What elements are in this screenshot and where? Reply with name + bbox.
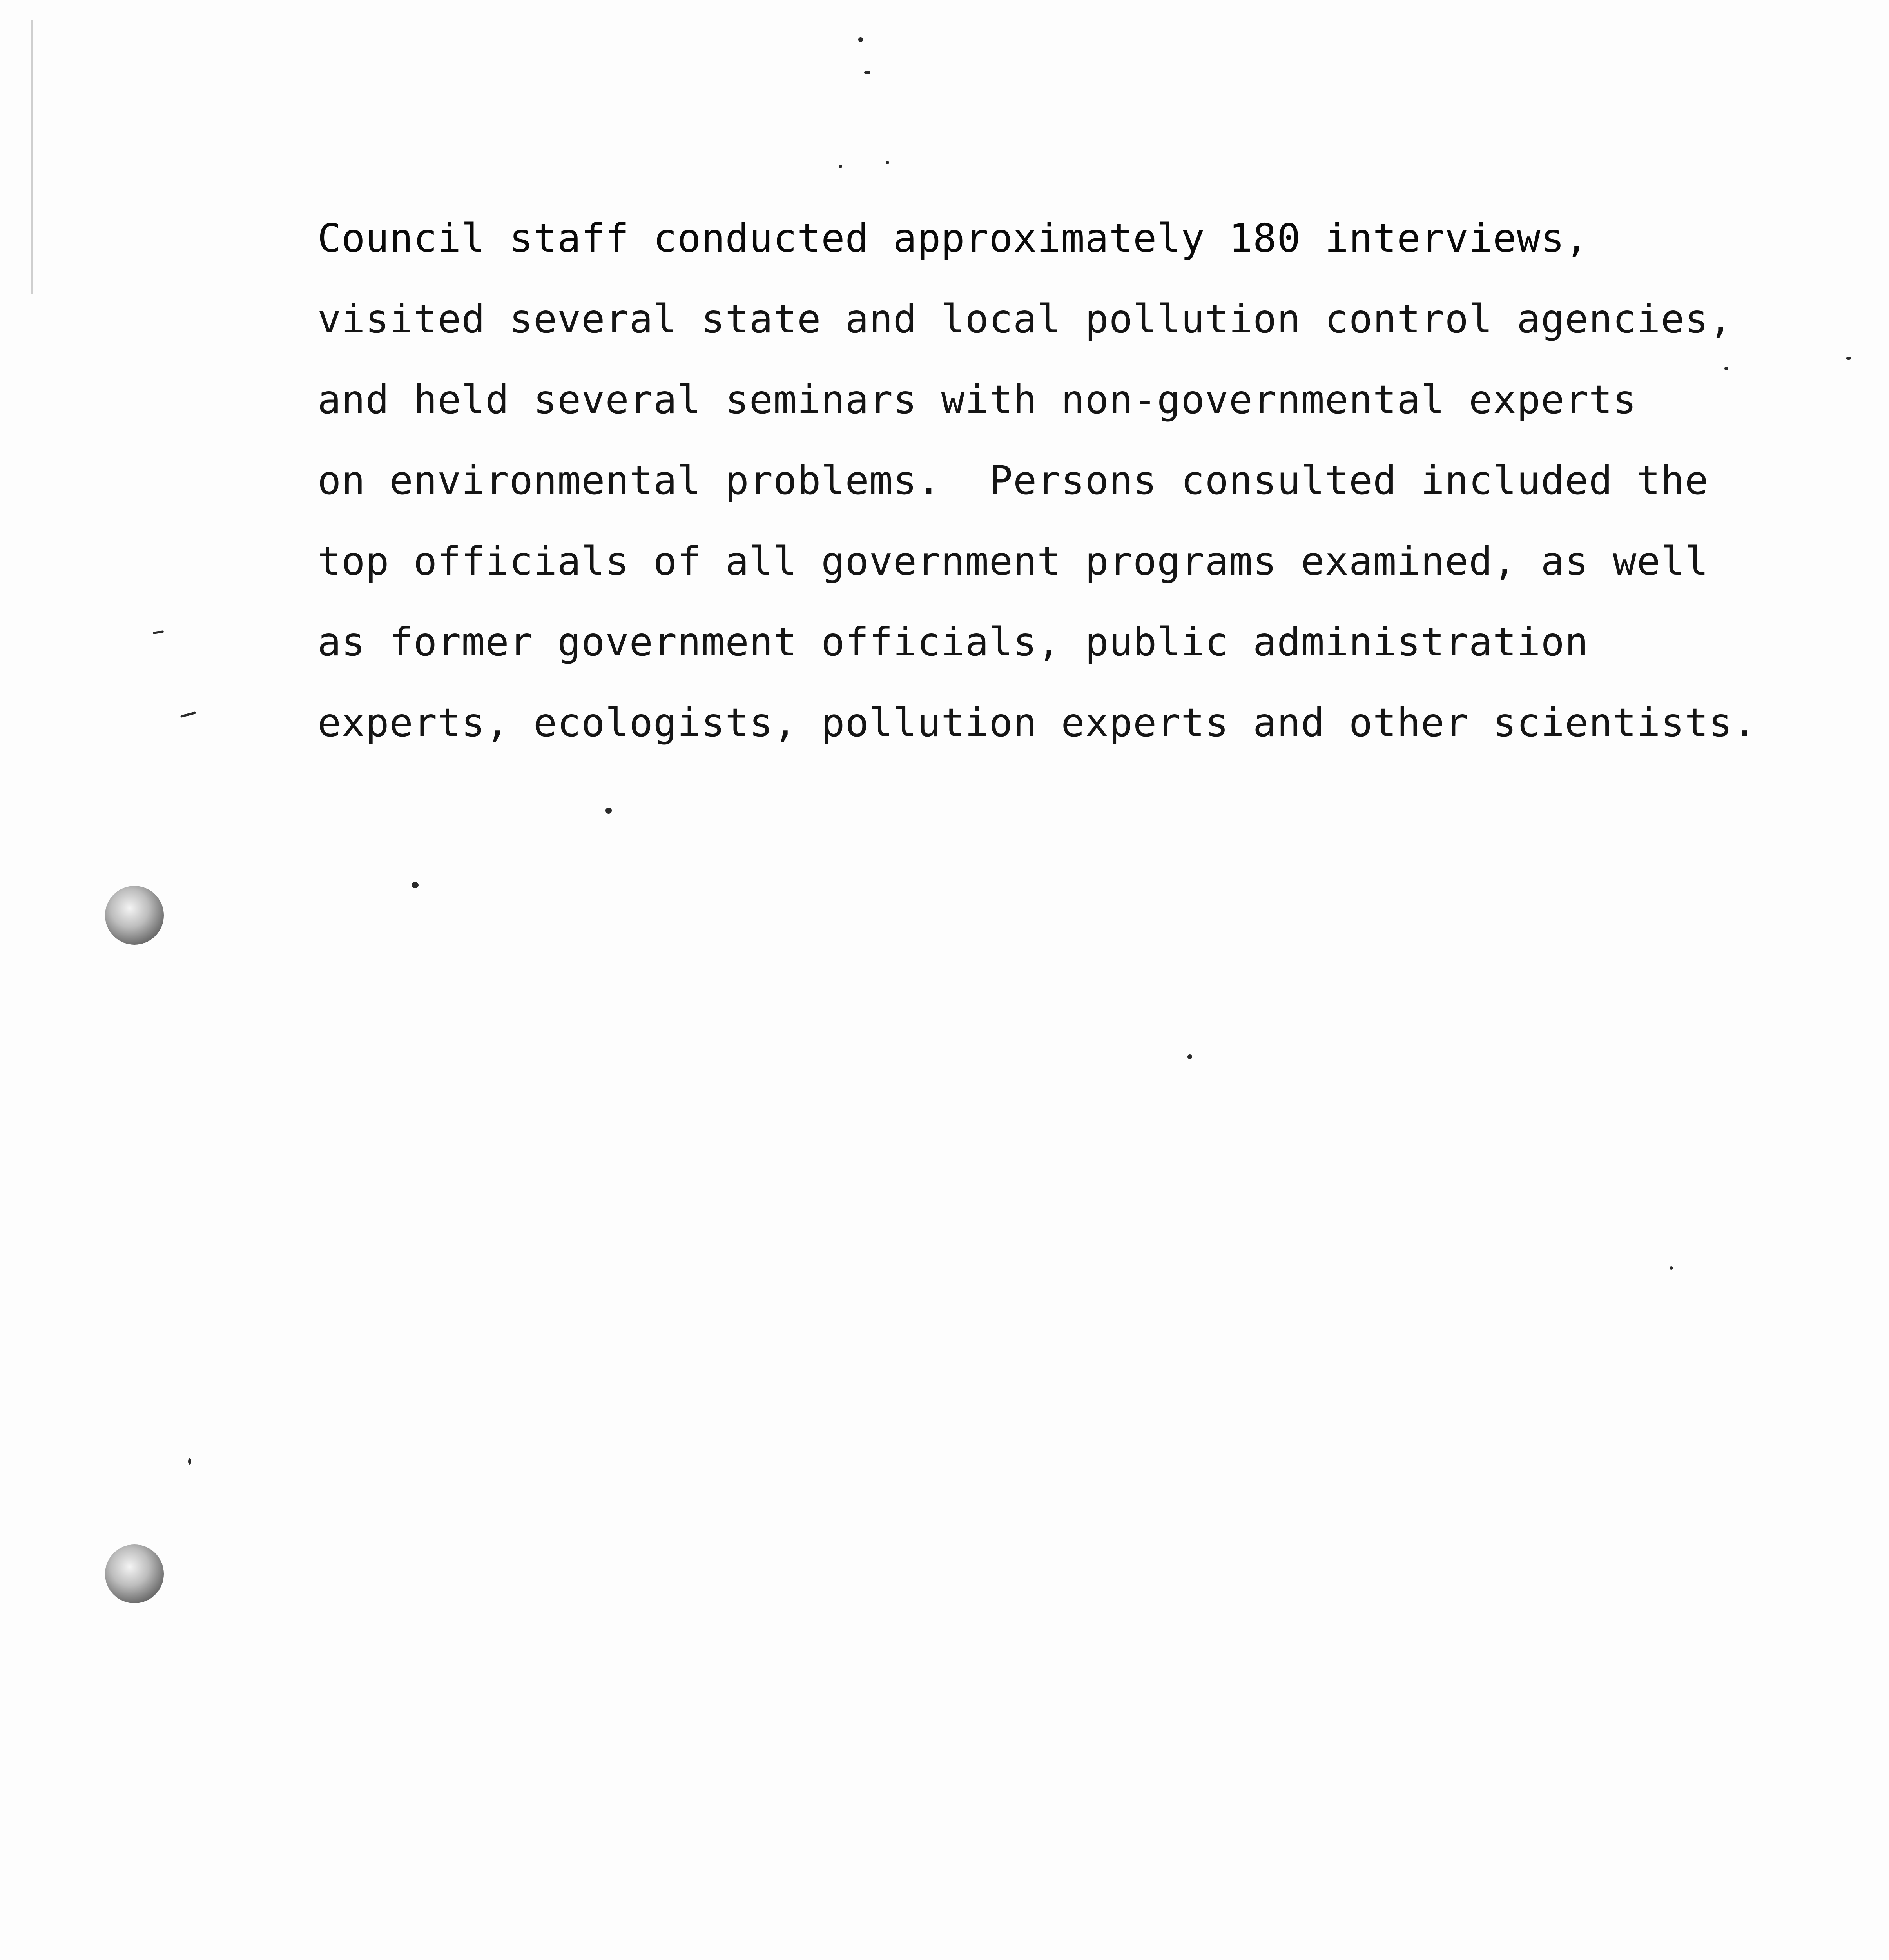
paragraph-line-3: and held several seminars with non-governmental experts (317, 377, 1637, 423)
scan-speck (605, 808, 612, 814)
scan-speck (1187, 1054, 1192, 1059)
scan-speck (1670, 1266, 1673, 1270)
page-left-edge-mark (31, 20, 33, 294)
paragraph-line-1: Council staff conducted approximately 180 interviews, (317, 215, 1589, 261)
punch-hole-upper (105, 886, 164, 945)
scan-speck (864, 71, 870, 74)
body-paragraph (317, 198, 1768, 763)
paragraph-line-7: experts, ecologists, pollution experts and other scientists. (317, 700, 1757, 746)
paragraph-line-6: as former government officials, public administration (317, 619, 1589, 665)
scan-speck (153, 630, 164, 634)
scan-speck (858, 37, 863, 42)
scan-speck (180, 711, 196, 718)
scan-speck (412, 882, 419, 888)
scan-speck (886, 161, 889, 164)
scan-speck (1846, 357, 1851, 360)
scan-speck (839, 165, 842, 168)
punch-hole-lower (105, 1544, 164, 1603)
scan-speck (188, 1458, 191, 1465)
paragraph-line-5: top officials of all government programs examined, as well (317, 538, 1709, 584)
paragraph-line-2: visited several state and local pollution control agencies, (317, 296, 1733, 342)
paragraph-line-4: on environmental problems. Persons consulted included the (317, 457, 1709, 503)
